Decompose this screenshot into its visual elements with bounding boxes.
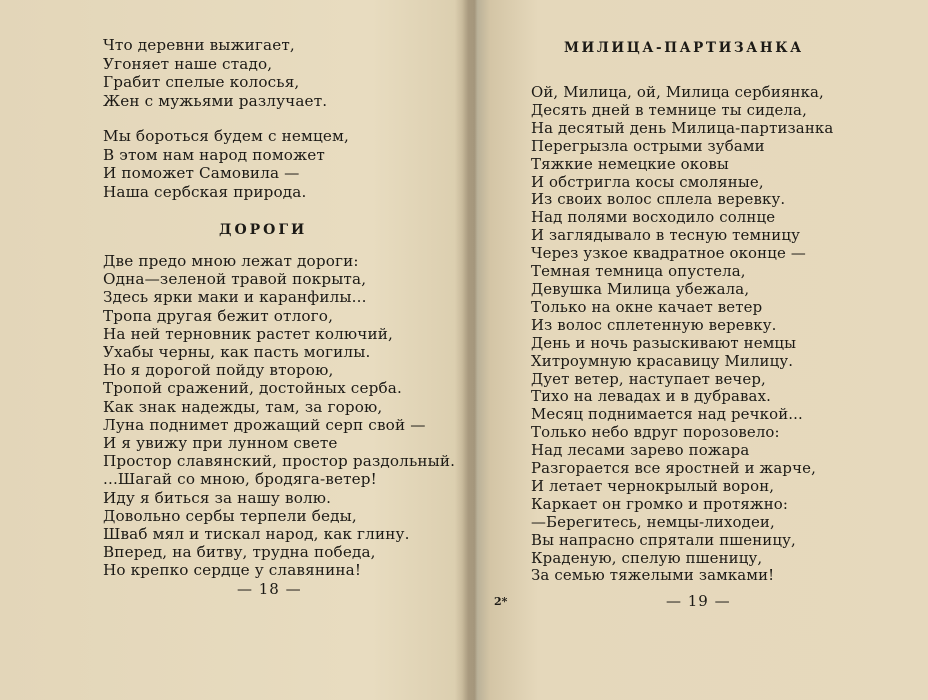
stanza-2	[103, 127, 349, 201]
signature-mark: 2*	[494, 595, 508, 608]
verse-line: Жен с мужьями разлучает.	[103, 91, 328, 110]
verse-line: Ой, Милица, ой, Милица сербиянка,	[531, 83, 824, 101]
verse-line: Вы напрасно спрятали пшеницу,	[531, 530, 796, 549]
verse-line: На десятый день Милица-партизанка	[531, 118, 834, 137]
poem-militsa	[531, 84, 833, 585]
verse-line: Через узкое квадратное оконце —	[531, 244, 806, 263]
verse-line: Из волос сплетенную веревку.	[531, 315, 777, 334]
verse-line: Но крепко сердце у славянина!	[103, 561, 362, 580]
verse-line: Две предо мною лежат дороги:	[103, 252, 359, 270]
verse-line: Над лесами зарево пожара	[531, 441, 750, 460]
verse-line: Как знак надежды, там, за горою,	[103, 397, 383, 416]
verse-line: День и ночь разыскивают немцы	[531, 333, 797, 352]
poem-title-militsa: МИЛИЦА-ПАРТИЗАНКА	[564, 40, 804, 56]
verse-line: Дует ветер, наступает вечер,	[531, 369, 766, 388]
right-page	[478, 0, 928, 700]
verse-line: Месяц поднимается над речкой...	[531, 405, 803, 424]
verse-line: И я увижу при лунном свете	[103, 434, 338, 453]
verse-line: Девушка Милица убежала,	[531, 279, 750, 298]
verse-line: ...Шагай со мною, бродяга-ветер!	[103, 470, 377, 489]
verse-line: Что деревни выжигает,	[103, 36, 295, 54]
verse-line: —Берегитесь, немцы-лиходеи,	[531, 512, 775, 531]
verse-line: Перегрызла острыми зубами	[531, 136, 765, 155]
verse-line: Но я дорогой пойду второю,	[103, 361, 334, 380]
verse-line: За семью тяжелыми замками!	[531, 566, 775, 585]
verse-line: На ней терновник растет колючий,	[103, 324, 394, 343]
verse-line: Шваб мял и тискал народ, как глину.	[103, 525, 410, 544]
verse-line: Грабит спелые колосья,	[103, 73, 300, 92]
page-number-left: — 18 —	[237, 580, 302, 598]
page-number-right: — 19 —	[666, 592, 731, 610]
verse-line: Каркает он громко и протяжно:	[531, 494, 789, 513]
verse-line: Одна—зеленой травой покрыта,	[103, 270, 367, 289]
verse-line: В этом нам народ поможет	[103, 145, 325, 164]
verse-line: Простор славянский, простор раздольный.	[103, 452, 456, 471]
verse-line: Темная темница опустела,	[531, 262, 746, 281]
verse-line: Хитроумную красавицу Милицу.	[531, 351, 794, 370]
verse-line: И заглядывало в тесную темницу	[531, 226, 801, 245]
verse-line: Тропой сражений, достойных серба.	[103, 379, 402, 398]
verse-line: Мы бороться будем с немцем,	[103, 127, 349, 145]
verse-line: И поможет Самовила —	[103, 164, 300, 183]
verse-line: Над полями восходило солнце	[531, 208, 776, 227]
verse-line: И летает чернокрылый ворон,	[531, 476, 775, 495]
verse-line: Краденую, спелую пшеницу,	[531, 548, 763, 567]
verse-line: Только небо вдруг порозовело:	[531, 423, 780, 442]
verse-line: Тропа другая бежит отлого,	[103, 306, 334, 325]
verse-line: Из своих волос сплела веревку.	[531, 190, 786, 209]
verse-line: Наша сербская природа.	[103, 182, 307, 201]
verse-line: Ухабы черны, как пасть могилы.	[103, 343, 371, 362]
verse-line: Тихо на левадах и в дубравах.	[531, 387, 772, 406]
verse-line: Разгорается все яростней и жарче,	[531, 459, 816, 478]
verse-line: Угоняет наше стадо,	[103, 54, 273, 73]
verse-line: И обстригла косы смоляные,	[531, 172, 764, 191]
verse-line: Тяжкие немецкие оковы	[531, 154, 729, 173]
verse-line: Довольно сербы терпели беды,	[103, 506, 357, 525]
verse-line: Иду я биться за нашу волю.	[103, 488, 332, 507]
stanza-1	[103, 36, 327, 110]
verse-line: Здесь ярки маки и каранфилы...	[103, 288, 367, 307]
verse-line: Вперед, на битву, трудна победа,	[103, 543, 376, 562]
verse-line: Луна поднимет дрожащий серп свой —	[103, 415, 426, 434]
poem-dorogi	[103, 252, 455, 580]
poem-title-dorogi: ДОРОГИ	[219, 222, 308, 238]
verse-line: Только на окне качает ветер	[531, 297, 763, 316]
verse-line: Десять дней в темнице ты сидела,	[531, 100, 807, 119]
